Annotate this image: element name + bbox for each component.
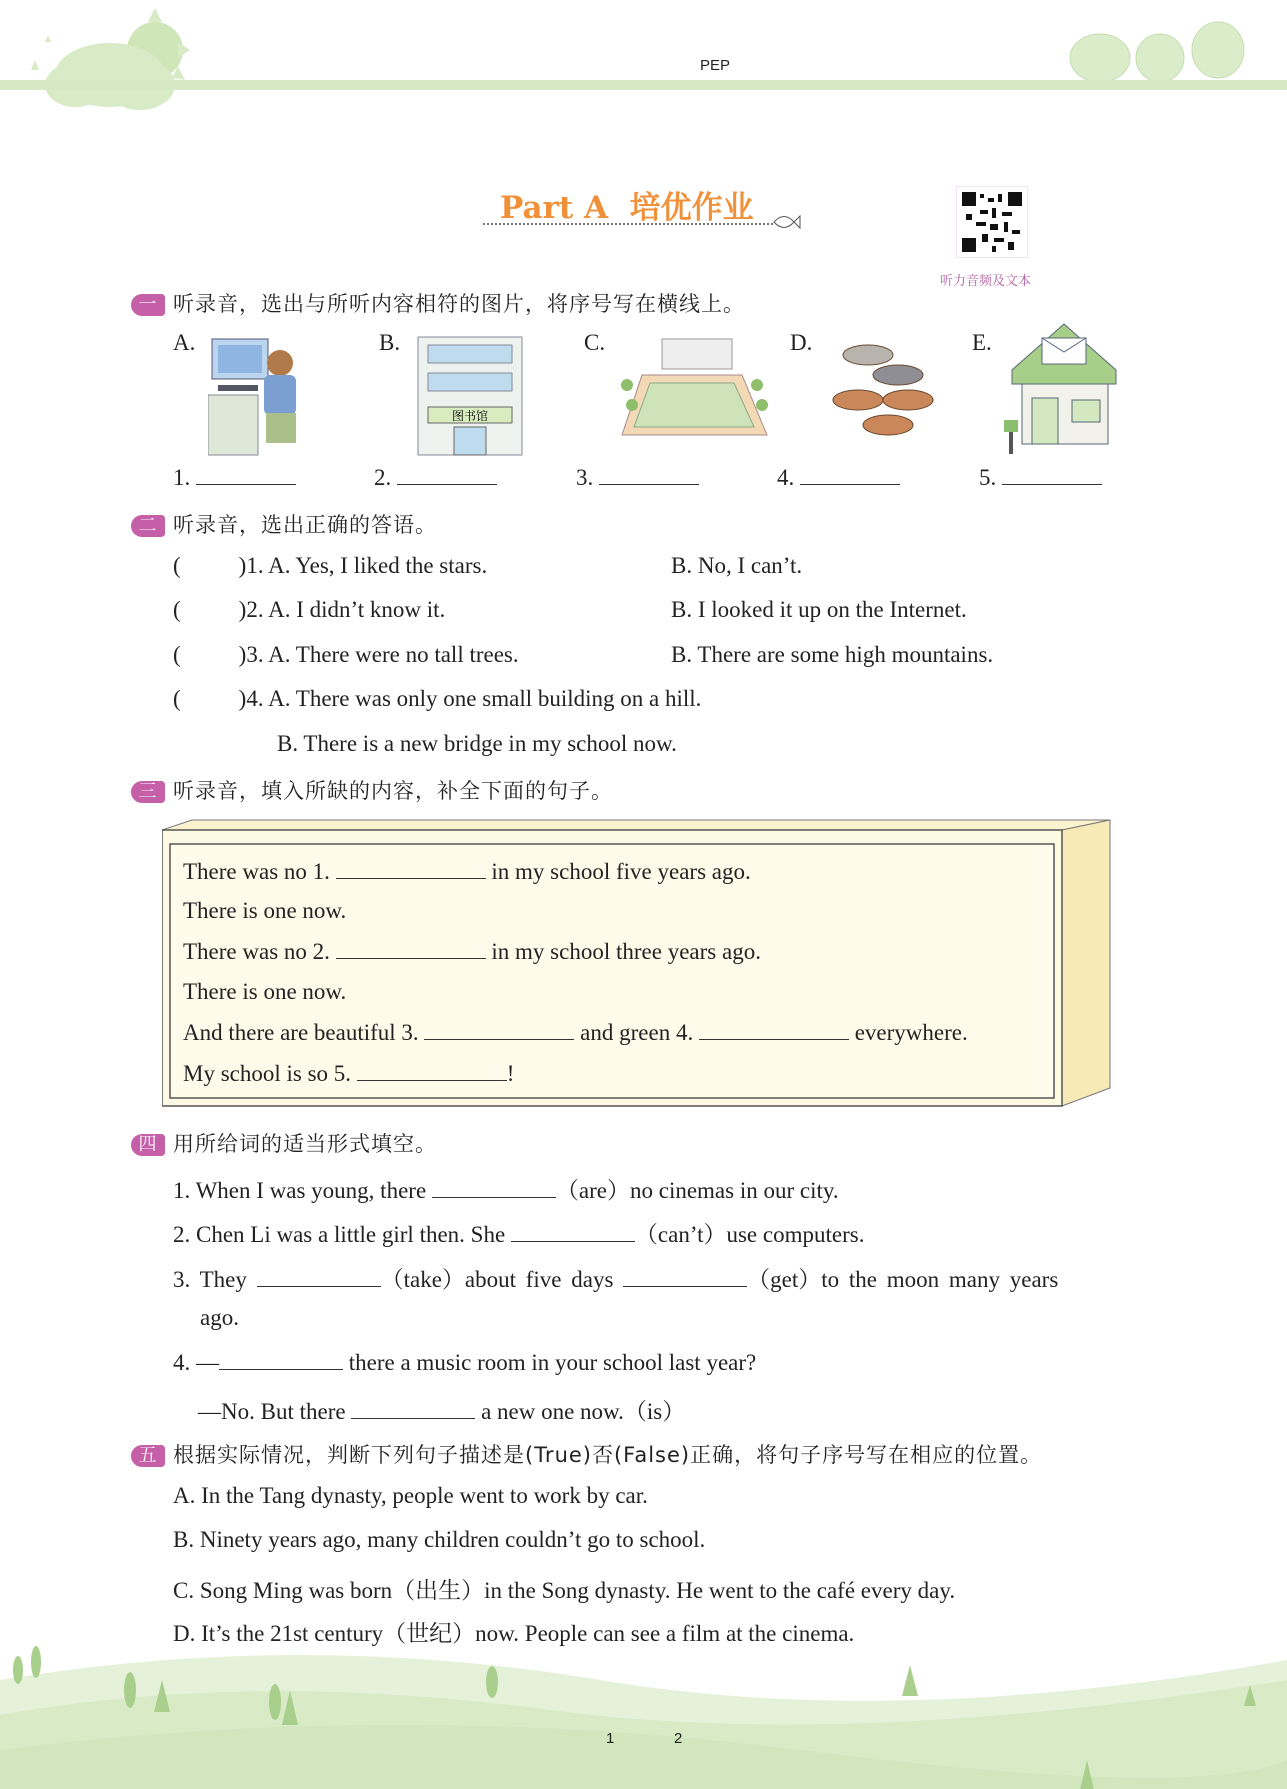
text: in my school three years ago. xyxy=(491,939,761,964)
question-number: )2. xyxy=(238,597,264,622)
page-number-left: 1 xyxy=(606,1730,615,1747)
header-band xyxy=(0,80,1287,90)
passage-line xyxy=(183,858,751,885)
answer-paren[interactable]: ( xyxy=(173,553,181,578)
fish-icon xyxy=(772,211,802,233)
question-row xyxy=(173,686,701,712)
fill-blank[interactable] xyxy=(357,1060,507,1081)
option-a: A. Yes, I liked the stars. xyxy=(268,553,488,578)
fill-blank[interactable] xyxy=(257,1266,381,1287)
statement-a: A. In the Tang dynasty, people went to work by car. xyxy=(173,1483,648,1508)
blank-number: 1. xyxy=(173,465,191,490)
text: And there are beautiful 3. xyxy=(183,1020,419,1045)
section-instruction: 听录音，选出正确的答语。 xyxy=(173,513,437,537)
picture-label: B. xyxy=(379,330,401,355)
picture-label: E. xyxy=(972,330,992,355)
option-a: A. There were no tall trees. xyxy=(268,642,519,667)
fill-blank[interactable] xyxy=(336,858,486,879)
answer-paren[interactable]: ( xyxy=(173,597,181,622)
picture-label: D. xyxy=(790,330,813,355)
library-building-icon xyxy=(414,335,526,457)
hint: （are） xyxy=(555,1178,630,1203)
text: about five days xyxy=(464,1267,614,1292)
text: There was no 2. xyxy=(183,939,330,964)
option-b: B. I looked it up on the Internet. xyxy=(671,597,967,622)
option-a: A. I didn’t know it. xyxy=(268,597,446,622)
blank-number: 3. xyxy=(576,465,594,490)
option-b: B. There is a new bridge in my school now. xyxy=(277,731,677,756)
title-part: Part A xyxy=(500,190,609,226)
passage-line xyxy=(183,1019,968,1046)
section3-header xyxy=(131,775,613,805)
passage-line xyxy=(183,1060,514,1087)
question-row xyxy=(173,553,487,579)
section5-header xyxy=(131,1439,1042,1469)
text: a new one now.（is） xyxy=(481,1399,686,1424)
animals-icon xyxy=(1070,22,1244,82)
horses-icon xyxy=(818,335,948,447)
passage-line: There is one now. xyxy=(183,898,347,923)
header-decoration xyxy=(0,0,1287,120)
page-number-right: 2 xyxy=(674,1730,683,1747)
footer-hills xyxy=(0,1640,1287,1789)
answer-blank-5[interactable] xyxy=(979,464,1102,491)
blank-number: 4. xyxy=(777,465,795,490)
question-row xyxy=(173,642,519,668)
text: 1. When I was young, there xyxy=(173,1178,427,1203)
fill-blank[interactable] xyxy=(336,938,486,959)
text: 3. They xyxy=(173,1267,247,1292)
fill-blank[interactable] xyxy=(432,1177,556,1198)
answer-blank-1[interactable] xyxy=(173,464,296,491)
text: everywhere. xyxy=(854,1020,968,1045)
text: ! xyxy=(506,1061,515,1086)
statement-c: C. Song Ming was born（出生）in the Song dynasty. He went to the café every day. xyxy=(173,1578,956,1603)
fill-item-continued: ago. xyxy=(200,1305,239,1330)
hint: （can’t） xyxy=(634,1222,727,1247)
text: —No. But there xyxy=(198,1399,346,1424)
text: 2. Chen Li was a little girl then. She xyxy=(173,1222,506,1247)
fill-item xyxy=(173,1261,1058,1294)
title-underline xyxy=(483,223,773,225)
section-badge: 一 xyxy=(131,294,165,316)
fill-item xyxy=(173,1349,756,1376)
answer-blank-3[interactable] xyxy=(576,464,699,491)
text: and green 4. xyxy=(580,1020,694,1045)
section1-header xyxy=(131,288,745,318)
section-badge: 三 xyxy=(131,781,165,803)
text: 4. — xyxy=(173,1350,219,1375)
blank-number: 5. xyxy=(979,465,997,490)
fill-item xyxy=(173,1172,839,1205)
text: There was no 1. xyxy=(183,859,330,884)
option-a: A. There was only one small building on a hill. xyxy=(268,686,702,711)
option-b: B. There are some high mountains. xyxy=(671,642,994,667)
question-number: )3. xyxy=(238,642,264,667)
statement-d: D. It’s the 21st century（世纪）now. People can see a film at the cinema. xyxy=(173,1621,855,1646)
library-sign: 图书馆 xyxy=(451,409,489,423)
question-number: )4. xyxy=(238,686,264,711)
text: to the moon many years xyxy=(821,1267,1059,1292)
section-instruction: 听录音，填入所缺的内容，补全下面的句子。 xyxy=(173,779,613,803)
answer-blank-2[interactable] xyxy=(374,464,497,491)
section4-header xyxy=(131,1128,437,1158)
title-zh: 培优作业 xyxy=(629,190,754,226)
fill-blank[interactable] xyxy=(219,1349,343,1370)
section2-header xyxy=(131,509,437,539)
picture-label: A. xyxy=(173,330,196,355)
answer-paren[interactable]: ( xyxy=(173,686,181,711)
section-instruction: 根据实际情况，判断下列句子描述是(True)否(False)正确，将句子序号写在相应的位置。 xyxy=(173,1443,1043,1467)
question-row xyxy=(173,597,445,623)
qr-code-icon[interactable] xyxy=(956,186,1028,258)
computer-user-icon xyxy=(208,335,303,460)
passage-line: There is one now. xyxy=(183,979,347,1004)
text: My school is so 5. xyxy=(183,1061,352,1086)
page-title xyxy=(500,182,754,227)
section-instruction: 听录音，选出与所听内容相符的图片，将序号写在横线上。 xyxy=(173,292,745,316)
section-instruction: 用所给词的适当形式填空。 xyxy=(173,1132,437,1156)
header-label: PEP xyxy=(700,57,731,74)
fill-blank[interactable] xyxy=(511,1221,635,1242)
statement-b: B. Ninety years ago, many children couldn’t go to school. xyxy=(173,1527,706,1552)
fill-blank[interactable] xyxy=(424,1019,574,1040)
fill-blank[interactable] xyxy=(623,1266,747,1287)
fill-item xyxy=(173,1216,864,1249)
answer-blank-4[interactable] xyxy=(777,464,900,491)
question-number: )1. xyxy=(238,553,264,578)
answer-paren[interactable]: ( xyxy=(173,642,181,667)
text: no cinemas in our city. xyxy=(629,1178,839,1203)
fill-item xyxy=(198,1393,685,1426)
section-badge: 二 xyxy=(131,515,165,537)
qr-caption: 听力音频及文本 xyxy=(940,274,1032,289)
passage-line xyxy=(183,938,761,965)
fill-blank[interactable] xyxy=(351,1398,475,1419)
picture-label: C. xyxy=(584,330,606,355)
sun-cloud-icon xyxy=(31,8,190,110)
fill-blank[interactable] xyxy=(699,1019,849,1040)
blank-number: 2. xyxy=(374,465,392,490)
hint: （get） xyxy=(747,1267,822,1292)
section-badge: 四 xyxy=(131,1134,165,1156)
text: there a music room in your school last year? xyxy=(348,1350,757,1375)
post-office-icon xyxy=(1002,320,1127,465)
sports-field-icon xyxy=(612,335,772,445)
option-b: B. No, I can’t. xyxy=(671,553,803,578)
text: use computers. xyxy=(726,1222,865,1247)
section-badge: 五 xyxy=(131,1445,165,1467)
text: in my school five years ago. xyxy=(491,859,751,884)
hint: （take） xyxy=(380,1267,465,1292)
